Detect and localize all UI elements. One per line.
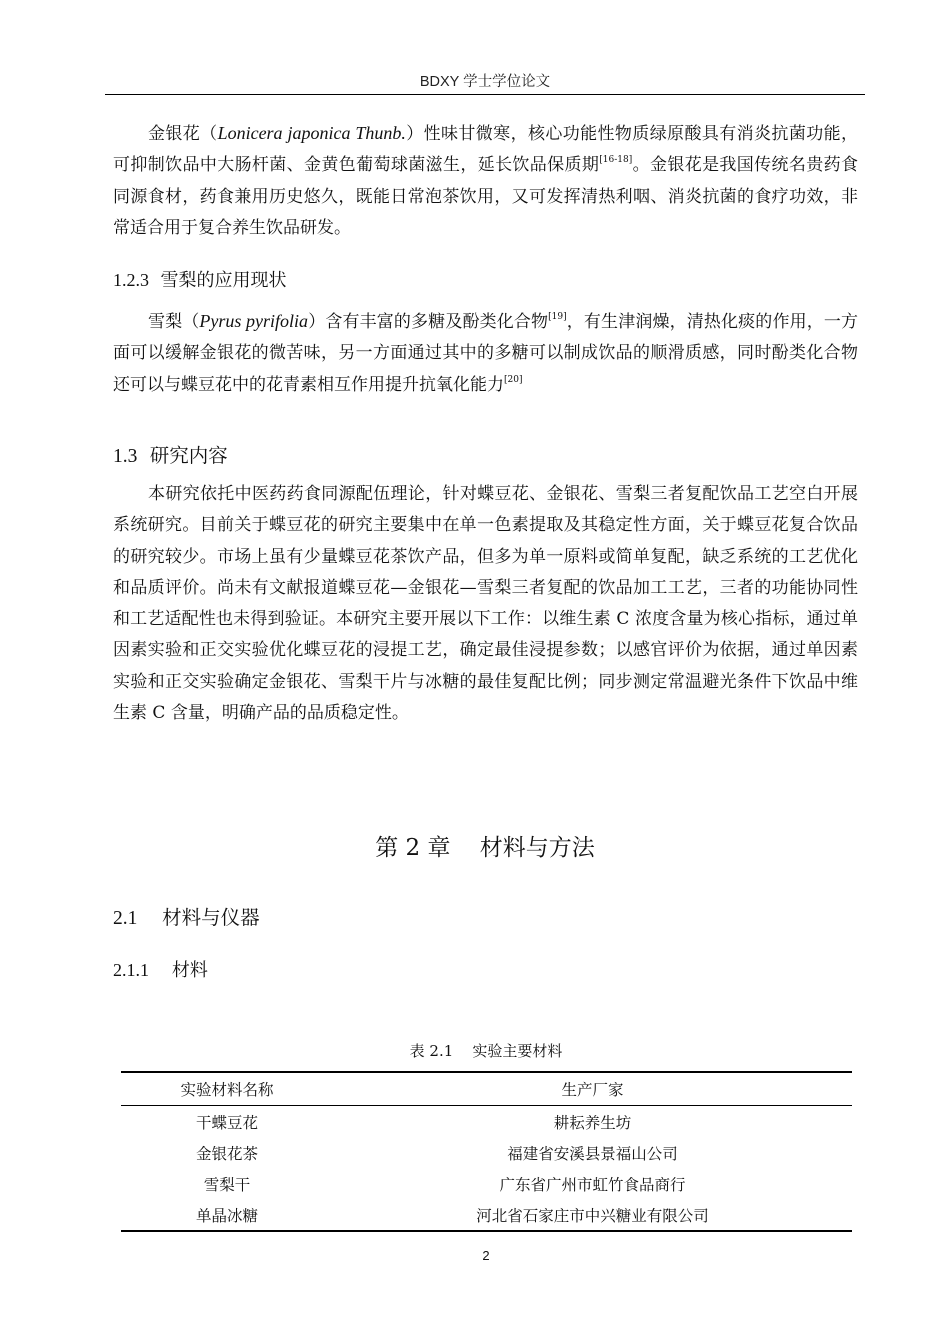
section-number: 1.2.3 bbox=[113, 270, 149, 290]
table-row bbox=[121, 1168, 852, 1199]
text: 金银花（ bbox=[148, 124, 218, 144]
manufacturer-cell: 耕耘养生坊 bbox=[553, 1113, 632, 1132]
caption-number: 表 2.1 bbox=[409, 1042, 454, 1060]
header-rule bbox=[105, 94, 865, 95]
paragraph-research-content: 本研究依托中医药药食同源配伍理论，针对蝶豆花、金银花、雪梨三者复配饮品工艺空白开展系统研究。目前关于蝶豆花的研究主要集中在单一色素提取及其稳定性方面，关于蝶豆花复合饮品的研究较少。市场上虽有少量蝶豆花茶饮产品，但多为单一原料或简单复配，缺乏系统的工艺优化和品质评价。尚未有文献报道蝶豆花—金银花—雪梨三者复配的饮品加工工艺，三者的功能协同性和工艺适配性也未得到验证。本研究主要开展以下工作：以维生素 C 浓度含量为核心指标，通过单因素实验和正交实验优化蝶豆花的浸提工艺，确定最佳浸提参数；以感官评价为依据，通过单因素实验和正交实验确定金银花、雪梨干片与冰糖的最佳复配比例；同步测定常温避光条件下饮品中维生素 C 含量，明确产品的品质稳定性。 bbox=[113, 484, 858, 724]
table-caption bbox=[0, 1040, 950, 1061]
table-row bbox=[121, 1106, 852, 1138]
text: ，有生津润燥，清热化痰的作用，一方面可以缓解金银花的微苦味，另一方面通过其中的多糖可以制成饮品的顺滑质感，同时酚类化合物还可以与蝶豆花中的花青素相互作用提升抗氧化能力 bbox=[113, 312, 859, 395]
section-number: 1.3 bbox=[113, 446, 138, 467]
chapter-label: 第 2 章 bbox=[375, 835, 451, 861]
manufacturer-cell: 广东省广州市虹竹食品商行 bbox=[499, 1175, 686, 1194]
table-header-row bbox=[121, 1072, 852, 1106]
latin-name: Lonicera japonica Thunb. bbox=[217, 123, 406, 143]
chapter-name: 材料与方法 bbox=[479, 835, 595, 861]
material-cell: 雪梨干 bbox=[203, 1175, 251, 1194]
citation: [20] bbox=[504, 374, 523, 385]
paragraph-honeysuckle bbox=[113, 118, 858, 244]
section-number: 2.1 bbox=[113, 908, 138, 929]
section-heading-1-3 bbox=[113, 440, 228, 468]
text: ）性味甘微寒，核心功能性物质绿原酸具有消炎抗菌功能，可抑制饮品中大肠杆菌、金黄色葡萄球菌滋生，延长饮品保质期 bbox=[113, 124, 858, 176]
section-title: 材料 bbox=[171, 960, 208, 981]
section-title: 研究内容 bbox=[149, 444, 228, 467]
text: ）含有丰富的多糖及酚类化合物 bbox=[308, 312, 549, 332]
section-number: 2.1.1 bbox=[113, 960, 149, 980]
manufacturer-cell: 河北省石家庄市中兴糖业有限公司 bbox=[333, 1199, 852, 1231]
section-heading-2-1-1 bbox=[113, 956, 208, 982]
section-title: 材料与仪器 bbox=[162, 906, 260, 929]
materials-table bbox=[121, 1071, 852, 1232]
section-heading-2-1 bbox=[113, 902, 260, 930]
citation: [16-18] bbox=[599, 155, 633, 166]
manufacturer-cell: 福建省安溪县景福山公司 bbox=[507, 1144, 678, 1163]
latin-name: Pyrus pyrifolia bbox=[199, 311, 309, 331]
chapter-title bbox=[0, 829, 950, 862]
table-row bbox=[121, 1199, 852, 1231]
citation: [19] bbox=[548, 312, 567, 322]
text: 。金银花是我国传统名贵药食同源食材，药食兼用历史悠久，既能日常泡茶饮用，又可发挥清热利咽、消炎抗菌的食疗功效，非常适合用于复合养生饮品研发。 bbox=[113, 155, 859, 238]
column-header-material: 实验材料名称 bbox=[121, 1072, 333, 1106]
text: 雪梨（ bbox=[148, 312, 200, 332]
section-heading-1-2-3 bbox=[113, 266, 286, 292]
section-title: 雪梨的应用现状 bbox=[160, 270, 287, 291]
column-header-manufacturer: 生产厂家 bbox=[333, 1072, 852, 1106]
page-header: BDXY 学士学位论文 bbox=[419, 74, 551, 90]
material-cell: 单晶冰糖 bbox=[121, 1199, 333, 1231]
material-cell: 干蝶豆花 bbox=[195, 1113, 258, 1132]
page-number: 2 bbox=[482, 1248, 490, 1263]
caption-title: 实验主要材料 bbox=[472, 1042, 563, 1060]
paragraph-pear bbox=[113, 306, 858, 401]
table-row bbox=[121, 1137, 852, 1168]
material-cell: 金银花茶 bbox=[195, 1144, 258, 1163]
